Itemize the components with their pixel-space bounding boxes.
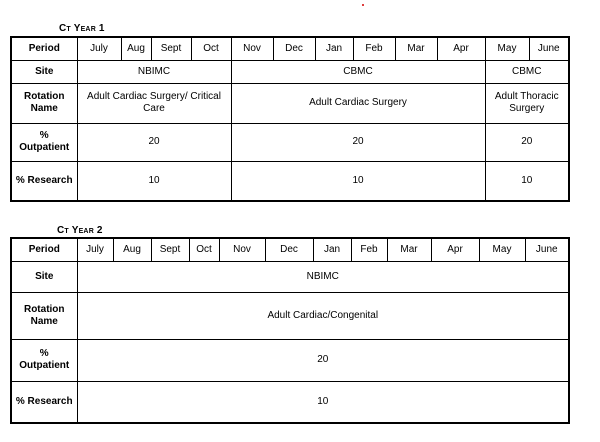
outpatient-cell: 20	[77, 339, 569, 381]
outpatient-cell: 20	[77, 123, 231, 161]
month-cell: Feb	[351, 238, 387, 261]
site-cell: CBMC	[485, 60, 569, 83]
year2-research-row	[11, 381, 569, 423]
research-cell: 10	[77, 381, 569, 423]
month-cell: Dec	[273, 37, 315, 60]
year2-title: Ct Year 2	[57, 225, 103, 236]
year2-period-row	[11, 238, 569, 261]
outpatient-cell: 20	[231, 123, 485, 161]
year2-table	[10, 237, 570, 424]
rotation-label: Rotation Name	[11, 83, 77, 123]
outpatient-label: % Outpatient	[11, 339, 77, 381]
month-cell: Jan	[313, 238, 351, 261]
month-cell: Aug	[121, 37, 151, 60]
month-cell: May	[485, 37, 529, 60]
rotation-cell: Adult Cardiac Surgery/ Critical Care	[77, 83, 231, 123]
month-cell: Nov	[219, 238, 265, 261]
month-cell: July	[77, 37, 121, 60]
year2-outpatient-row	[11, 339, 569, 381]
month-cell: Jan	[315, 37, 353, 60]
month-cell: Apr	[437, 37, 485, 60]
site-cell: NBIMC	[77, 261, 569, 292]
month-cell: June	[525, 238, 569, 261]
site-label: Site	[11, 261, 77, 292]
period-label: Period	[11, 238, 77, 261]
month-cell: Apr	[431, 238, 479, 261]
month-cell: Dec	[265, 238, 313, 261]
site-cell: CBMC	[231, 60, 485, 83]
month-cell: May	[479, 238, 525, 261]
month-cell: Sept	[151, 238, 189, 261]
research-cell: 10	[485, 161, 569, 201]
month-cell: Sept	[151, 37, 191, 60]
period-label: Period	[11, 37, 77, 60]
month-cell: Nov	[231, 37, 273, 60]
site-label: Site	[11, 60, 77, 83]
year1-research-row	[11, 161, 569, 201]
month-cell: Feb	[353, 37, 395, 60]
research-cell: 10	[231, 161, 485, 201]
rotation-cell: Adult Thoracic Surgery	[485, 83, 569, 123]
year1-rotation-row	[11, 83, 569, 123]
research-cell: 10	[77, 161, 231, 201]
year1-outpatient-row	[11, 123, 569, 161]
site-cell: NBIMC	[77, 60, 231, 83]
outpatient-cell: 20	[485, 123, 569, 161]
red-dot-mark	[362, 4, 364, 6]
research-label: % Research	[11, 381, 77, 423]
rotation-label: Rotation Name	[11, 292, 77, 339]
month-cell: July	[77, 238, 113, 261]
rotation-cell: Adult Cardiac/Congenital	[77, 292, 569, 339]
month-cell: Mar	[387, 238, 431, 261]
research-label: % Research	[11, 161, 77, 201]
year1-title: Ct Year 1	[59, 23, 105, 34]
month-cell: Mar	[395, 37, 437, 60]
year1-site-row	[11, 60, 569, 83]
month-cell: June	[529, 37, 569, 60]
year1-table	[10, 36, 570, 202]
year1-period-row	[11, 37, 569, 60]
month-cell: Oct	[189, 238, 219, 261]
year2-site-row	[11, 261, 569, 292]
month-cell: Oct	[191, 37, 231, 60]
rotation-cell: Adult Cardiac Surgery	[231, 83, 485, 123]
outpatient-label: % Outpatient	[11, 123, 77, 161]
month-cell: Aug	[113, 238, 151, 261]
year2-rotation-row	[11, 292, 569, 339]
